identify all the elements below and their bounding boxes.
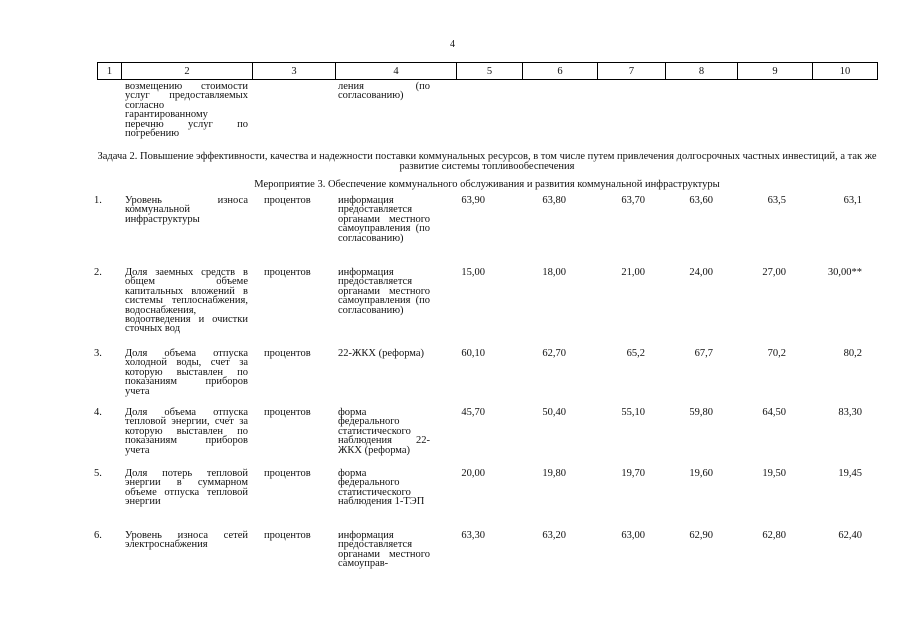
- indicator-name: Доля объема отпуска холодной воды, счет за которую выставлен по показаниям приборов учета: [125, 348, 248, 397]
- indicator-name: Уровень износа сетей электроснабжения: [125, 530, 248, 551]
- value-cell: 30,00**: [827, 267, 862, 278]
- row-number: 4.: [94, 407, 102, 418]
- header-col-6: 6: [523, 63, 598, 80]
- header-col-2: 2: [122, 63, 253, 80]
- value-cell: 62,90: [689, 530, 713, 541]
- row-number: 6.: [94, 530, 102, 541]
- value-cell: 60,10: [461, 348, 485, 359]
- value-cell: 64,50: [762, 407, 786, 418]
- value-cell: 63,70: [621, 195, 645, 206]
- value-cell: 65,2: [626, 348, 645, 359]
- value-cell: 19,50: [762, 468, 786, 479]
- value-cell: 19,80: [542, 468, 566, 479]
- data-source: форма федерального статистического наблюдения 22-ЖКХ (реформа): [338, 407, 430, 456]
- header-col-5: 5: [457, 63, 523, 80]
- value-cell: 63,60: [689, 195, 713, 206]
- indicator-name: Уровень износа коммунальной инфраструктуры: [125, 195, 248, 225]
- unit: процентов: [264, 348, 311, 359]
- value-cell: 21,00: [621, 267, 645, 278]
- row-number: 5.: [94, 468, 102, 479]
- value-cell: 59,80: [689, 407, 713, 418]
- continuation-source: ления (по согласованию): [338, 81, 430, 102]
- indicator-name: Доля потерь тепловой энергии в суммарном объеме отпуска тепловой энергии: [125, 468, 248, 508]
- unit: процентов: [264, 195, 311, 206]
- data-source: информация предоставляется органами местного самоуправления (по согласованию): [338, 195, 430, 244]
- value-cell: 62,80: [762, 530, 786, 541]
- value-cell: 63,20: [542, 530, 566, 541]
- value-cell: 45,70: [461, 407, 485, 418]
- value-cell: 19,60: [689, 468, 713, 479]
- unit: процентов: [264, 530, 311, 541]
- indicator-name: Доля заемных средств в общем объеме капитальных вложений в системы теплоснабжения, водоснабжения, водоотведения и очистки сточных вод: [125, 267, 248, 335]
- value-cell: 62,70: [542, 348, 566, 359]
- value-cell: 83,30: [838, 407, 862, 418]
- value-cell: 62,40: [838, 530, 862, 541]
- value-cell: 63,90: [461, 195, 485, 206]
- task-heading: Задача 2. Повышение эффективности, качества и надежности поставки коммунальных ресурсов, в том числе путем привлечения долгосрочных частных инвестиций, а так же развитие системы топливообеспечения: [97, 151, 877, 172]
- unit: процентов: [264, 407, 311, 418]
- unit: процентов: [264, 468, 311, 479]
- page-number: 4: [450, 39, 455, 50]
- header-col-9: 9: [738, 63, 813, 80]
- value-cell: 18,00: [542, 267, 566, 278]
- value-cell: 63,1: [843, 195, 862, 206]
- value-cell: 15,00: [461, 267, 485, 278]
- value-cell: 50,40: [542, 407, 566, 418]
- data-source: 22-ЖКХ (реформа): [338, 348, 425, 359]
- data-source: информация предоставляется органами местного самоуправления (по согласованию): [338, 267, 430, 316]
- value-cell: 63,80: [542, 195, 566, 206]
- value-cell: 63,5: [767, 195, 786, 206]
- value-cell: 27,00: [762, 267, 786, 278]
- continuation-name: возмещению стоимости услуг предоставляемых согласно гарантированному перечню услуг по погребению: [125, 81, 248, 140]
- value-cell: 70,2: [767, 348, 786, 359]
- indicator-name: Доля объема отпуска тепловой энергии, счет за которую выставлен по показаниям приборов учета: [125, 407, 248, 456]
- row-number: 1.: [94, 195, 102, 206]
- row-number: 2.: [94, 267, 102, 278]
- header-col-8: 8: [666, 63, 738, 80]
- value-cell: 24,00: [689, 267, 713, 278]
- header-col-3: 3: [253, 63, 336, 80]
- value-cell: 67,7: [694, 348, 713, 359]
- value-cell: 19,70: [621, 468, 645, 479]
- value-cell: 63,30: [461, 530, 485, 541]
- data-source: форма федерального статистического наблюдения 1-ТЭП: [338, 468, 425, 508]
- header-col-10: 10: [813, 63, 878, 80]
- value-cell: 55,10: [621, 407, 645, 418]
- value-cell: 63,00: [621, 530, 645, 541]
- value-cell: 20,00: [461, 468, 485, 479]
- value-cell: 80,2: [843, 348, 862, 359]
- unit: процентов: [264, 267, 311, 278]
- table-header: [97, 62, 878, 80]
- header-col-1: 1: [98, 63, 122, 80]
- header-col-4: 4: [336, 63, 457, 80]
- data-source: информация предоставляется органами местного самоуправ-: [338, 530, 430, 570]
- value-cell: 19,45: [838, 468, 862, 479]
- header-col-7: 7: [598, 63, 666, 80]
- measure-heading: Мероприятие 3. Обеспечение коммунального обслуживания и развития коммунальной инфраструктуры: [254, 179, 720, 190]
- row-number: 3.: [94, 348, 102, 359]
